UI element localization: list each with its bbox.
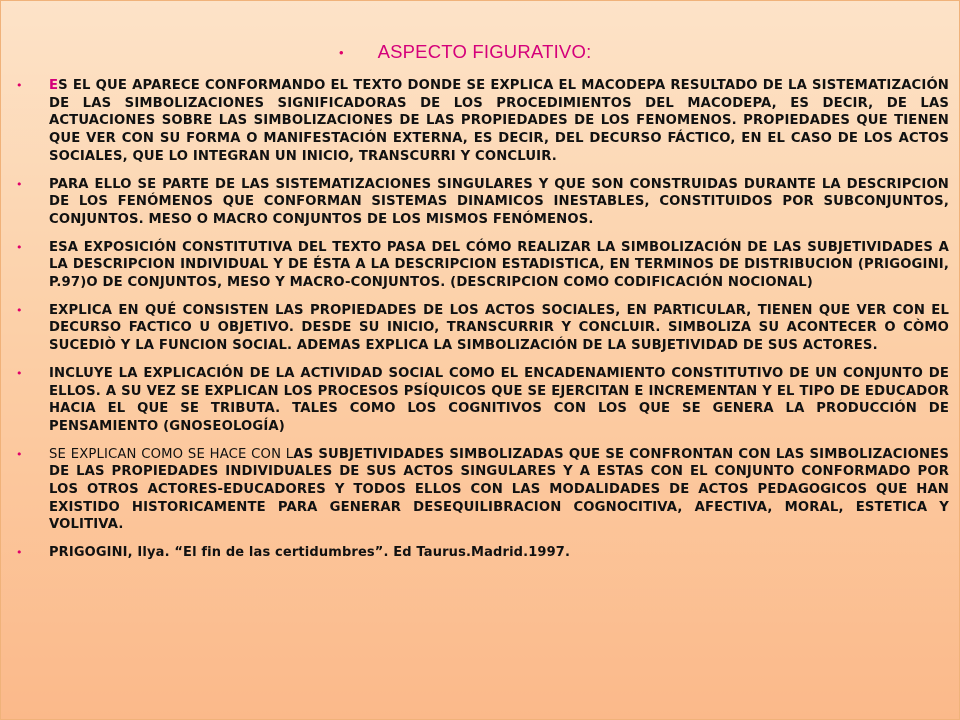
slide-title: ASPECTO FIGURATIVO: [377, 41, 592, 62]
list-item [13, 239, 949, 292]
bullet-text [49, 77, 949, 166]
initial-letter: E [49, 78, 59, 93]
bullet-icon: • [16, 177, 23, 191]
bullet-text: PARA ELLO SE PARTE DE LAS SISTEMATIZACIONES SINGULARES Y QUE SON CONSTRUIDAS DURANTE LA DESCRIPCION DE LOS FENÓMENOS QUE CONFORMAN SISTEMAS DINAMICOS INESTABLES, CONSTITUIDOS POR SUBCONJUNTOS, CONJUNTOS. MESO O MACRO CONJUNTOS DE LOS MISMOS FENÓMENOS. [49, 176, 949, 227]
list-item [13, 446, 949, 535]
bullet-lead-text: SE EXPLICAN COMO SE HACE CON L [49, 446, 294, 462]
bullet-icon: • [16, 240, 23, 254]
bullet-body: S EL QUE APARECE CONFORMANDO EL TEXTO DONDE SE EXPLICA EL MACODEPA RESULTADO DE LA SISTEMATIZACIÓN DE LAS SIMBOLIZACIONES SIGNIFICADORAS DE LOS PROCEDIMIENTOS DEL MACODEPA, ES DECIR, DE LAS ACTUACIONES SOBRE LAS SIMBOLIZACIONES DE LAS PROPIEDADES DE LOS FENOMENOS. PROPIEDADES QUE TIENEN QUE VER CON SU FORMA O MANIFESTACIÓN EXTERNA, ES DECIR, DEL DECURSO FÁCTICO, EN EL CASO DE LOS ACTOS SOCIALES, QUE LO INTEGRAN UN INICIO, TRANSCURRI Y CONCLUIR. [49, 78, 949, 164]
bullet-icon: • [16, 447, 23, 461]
bullet-icon: • [16, 366, 23, 380]
bullet-text: EXPLICA EN QUÉ CONSISTEN LAS PROPIEDADES DE LOS ACTOS SOCIALES, EN PARTICULAR, TIENEN QUE VER CON EL DECURSO FACTICO U OBJETIVO. DESDE SU INICIO, TRANSCURRIR Y CONCLUIR. SIMBOLIZA SU ACONTECER O CÒMO SUCEDIÒ Y LA FUNCION SOCIAL. ADEMAS EXPLICA LA SIMBOLIZACIÓN DE LA SUBJETIVIDAD DE SUS ACTORES. [49, 302, 949, 354]
bullet-icon: • [16, 303, 23, 317]
bullet-icon: • [16, 546, 23, 560]
list-item [13, 302, 949, 355]
bullet-body: AS SUBJETIVIDADES SIMBOLIZADAS QUE SE CONFRONTAN CON LAS SIMBOLIZACIONES DE LAS PROPIEDADES INDIVIDUALES DE SUS ACTOS SINGULARES Y A ESTAS CON EL CONJUNTO CONFORMADO POR LOS OTROS ACTORES-EDUCADORES Y TODOS ELLOS CON LAS MODALIDADES DE ACTOS PEDAGOGICOS QUE HAN EXISTIDO HISTORICAMENTE PARA GENERAR DESEQUILIBRACION COGNOCITIVA, AFECTIVA, MORAL, ESTETICA Y VOLITIVA. [49, 446, 949, 533]
bullet-icon: • [339, 44, 344, 60]
reference-text: PRIGOGINI, Ilya. “El fin de las certidumbres”. Ed Taurus.Madrid.1997. [49, 545, 571, 561]
title-row [339, 41, 591, 63]
bullet-text: INCLUYE LA EXPLICACIÓN DE LA ACTIVIDAD SOCIAL COMO EL ENCADENAMIENTO CONSTITUTIVO DE UN CONJUNTO DE ELLOS. A SU VEZ SE EXPLICAN LOS PROCESOS PSÍQUICOS QUE SE EJERCITAN E INCREMENTAN Y EL TIPO DE EDUCADOR HACIA EL QUE SE TRIBUTA. TALES COMO LOS COGNITIVOS CON LOS QUE SE GENERA LA PRODUCCIÓN DE PENSAMIENTO (GNOSEOLOGÍA) [49, 365, 949, 434]
list-item [13, 365, 949, 436]
bullet-icon: • [16, 79, 23, 92]
list-item [13, 77, 949, 166]
bullet-list [13, 77, 949, 572]
bullet-text: ESA EXPOSICIÓN CONSTITUTIVA DEL TEXTO PASA DEL CÓMO REALIZAR LA SIMBOLIZACIÓN DE LAS SUBJETIVIDADES A LA DESCRIPCION INDIVIDUAL Y DE ÉSTA A LA DESCRIPCION ESTADISTICA, EN TERMINOS DE DISTRIBUCION (PRIGOGINI, P.97)O DE CONJUNTOS, MESO Y MACRO-CONJUNTOS. (DESCRIPCION COMO CODIFICACIÓN NOCIONAL) [49, 239, 949, 291]
bullet-text [49, 446, 949, 535]
list-item-reference [13, 544, 949, 562]
list-item [13, 176, 949, 229]
